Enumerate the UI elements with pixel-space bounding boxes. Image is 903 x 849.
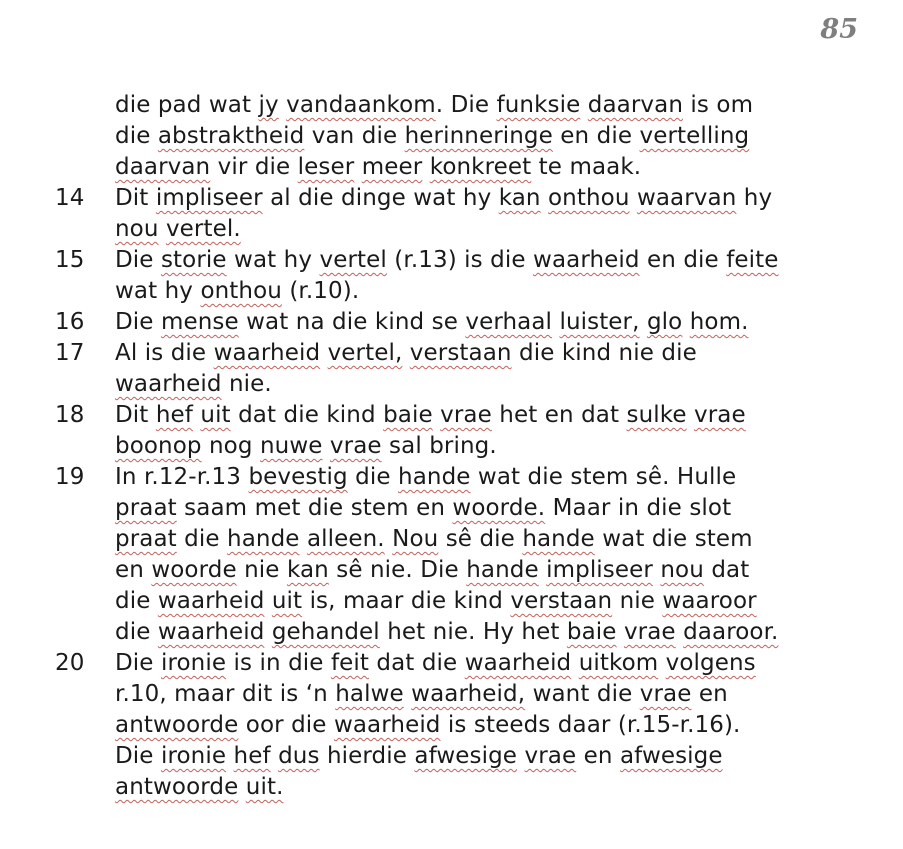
misspelled-word: vrae bbox=[440, 402, 492, 428]
text-segment: Dit bbox=[115, 402, 156, 428]
text-segment bbox=[687, 402, 694, 428]
text-segment: (r.13) is die bbox=[386, 247, 534, 273]
text-segment: sê die bbox=[438, 526, 523, 552]
page-number: 85 bbox=[820, 14, 858, 45]
text-segment: Die bbox=[115, 743, 161, 769]
misspelled-word: baie bbox=[383, 402, 433, 428]
misspelled-word: halwe bbox=[335, 681, 404, 707]
text-segment: r.10, maar dit is ‘n bbox=[115, 681, 336, 707]
misspelled-word: hom. bbox=[689, 309, 749, 335]
text-line bbox=[115, 710, 865, 741]
text-segment bbox=[682, 309, 689, 335]
misspelled-word: woorde. bbox=[452, 495, 546, 521]
misspelled-word: nou bbox=[115, 216, 159, 242]
text-line bbox=[115, 741, 865, 772]
misspelled-word: afwesige bbox=[619, 743, 723, 769]
answer-list bbox=[55, 90, 865, 803]
text-line bbox=[115, 369, 865, 400]
text-line bbox=[115, 183, 865, 214]
text-segment: sê nie. Die bbox=[328, 557, 467, 583]
text-segment: nie bbox=[236, 557, 287, 583]
misspelled-word: daaroor. bbox=[683, 619, 779, 645]
misspelled-word: waarheid bbox=[157, 588, 265, 614]
text-segment: nog bbox=[201, 433, 260, 459]
item-text bbox=[115, 90, 865, 183]
text-segment bbox=[279, 92, 286, 118]
item-text bbox=[115, 462, 865, 648]
text-segment: Dit bbox=[115, 185, 156, 211]
misspelled-word: vrae bbox=[623, 619, 676, 645]
text-segment: en die bbox=[552, 123, 640, 149]
misspelled-word: luister, bbox=[559, 309, 640, 335]
misspelled-word: nou bbox=[660, 557, 704, 583]
text-line bbox=[115, 214, 865, 245]
misspelled-word: vertel bbox=[319, 247, 387, 273]
misspelled-word: verstaan bbox=[409, 340, 512, 366]
intro-paragraph bbox=[55, 90, 865, 183]
list-item-17 bbox=[55, 338, 865, 400]
misspelled-word: volgens bbox=[665, 650, 756, 676]
misspelled-word: bevestig bbox=[248, 464, 348, 490]
text-segment: is in die bbox=[226, 650, 331, 676]
text-segment: dat die bbox=[369, 650, 465, 676]
text-segment bbox=[264, 619, 271, 645]
misspelled-word: waarheid bbox=[533, 247, 640, 273]
misspelled-word: baie bbox=[566, 619, 617, 645]
text-line bbox=[115, 679, 865, 710]
text-segment bbox=[238, 774, 245, 800]
text-line bbox=[115, 648, 865, 679]
text-line bbox=[115, 90, 865, 121]
text-segment: nie. bbox=[221, 371, 272, 397]
misspelled-word: waarheid bbox=[333, 712, 441, 738]
misspelled-word: hef bbox=[233, 743, 271, 769]
misspelled-word: storie bbox=[160, 247, 227, 273]
text-segment: hierdie bbox=[319, 743, 415, 769]
text-segment bbox=[640, 309, 647, 335]
text-segment bbox=[320, 340, 327, 366]
text-line bbox=[115, 245, 865, 276]
text-segment bbox=[264, 588, 271, 614]
text-segment bbox=[300, 526, 307, 552]
text-segment: wat hy bbox=[115, 278, 201, 304]
text-line bbox=[115, 524, 865, 555]
text-segment bbox=[271, 743, 278, 769]
text-line bbox=[115, 493, 865, 524]
text-segment: wat die stem sê. Hulle bbox=[470, 464, 737, 490]
text-segment: die bbox=[347, 464, 399, 490]
text-segment: Al is die bbox=[115, 340, 214, 366]
text-segment: . Die bbox=[435, 92, 497, 118]
misspelled-word: vertelling bbox=[639, 123, 750, 149]
misspelled-word: glo bbox=[646, 309, 683, 335]
list-item-16 bbox=[55, 307, 865, 338]
misspelled-word: kan bbox=[286, 557, 329, 583]
text-segment bbox=[617, 619, 624, 645]
text-line bbox=[115, 338, 865, 369]
misspelled-word: gehandel bbox=[271, 619, 380, 645]
text-line bbox=[115, 617, 865, 648]
misspelled-word: waarheid bbox=[115, 371, 222, 397]
misspelled-word: hande bbox=[398, 464, 471, 490]
text-segment: nie bbox=[612, 588, 663, 614]
text-line bbox=[115, 431, 865, 462]
text-segment: en die bbox=[639, 247, 727, 273]
misspelled-word: kan bbox=[498, 185, 541, 211]
list-item-20 bbox=[55, 648, 865, 803]
text-segment: sal bring. bbox=[381, 433, 497, 459]
misspelled-word: vrae bbox=[524, 743, 577, 769]
text-segment bbox=[676, 619, 683, 645]
misspelled-word: hande bbox=[522, 526, 595, 552]
misspelled-word: waarheid bbox=[464, 650, 572, 676]
text-line bbox=[115, 555, 865, 586]
item-text bbox=[115, 245, 865, 307]
misspelled-word: woorde bbox=[151, 557, 237, 583]
text-segment: het en dat bbox=[491, 402, 627, 428]
misspelled-word: leser bbox=[297, 154, 355, 180]
misspelled-word: ironie bbox=[160, 650, 227, 676]
text-line bbox=[115, 586, 865, 617]
misspelled-word: vandaankom bbox=[286, 92, 436, 118]
misspelled-word: uit bbox=[271, 588, 303, 614]
text-segment: Maar in die slot bbox=[545, 495, 732, 521]
text-segment: oor die bbox=[238, 712, 334, 738]
text-segment: vir die bbox=[210, 154, 298, 180]
misspelled-word: vrae bbox=[694, 402, 746, 428]
text-segment: het nie. Hy het bbox=[379, 619, 567, 645]
text-segment: Die bbox=[115, 309, 161, 335]
text-line bbox=[115, 400, 865, 431]
text-segment: en bbox=[576, 743, 620, 769]
misspelled-word: impliseer bbox=[546, 557, 653, 583]
text-segment: (r.10). bbox=[281, 278, 360, 304]
text-segment bbox=[226, 743, 233, 769]
text-segment: te maak. bbox=[531, 154, 642, 180]
text-segment: die bbox=[115, 123, 158, 149]
misspelled-word: funksie bbox=[496, 92, 581, 118]
item-text bbox=[115, 307, 865, 338]
text-segment: die bbox=[115, 588, 158, 614]
misspelled-word: uitkom bbox=[578, 650, 659, 676]
text-segment: en bbox=[115, 557, 152, 583]
misspelled-word: hande bbox=[466, 557, 539, 583]
misspelled-word: dus bbox=[278, 743, 320, 769]
item-number: 17 bbox=[55, 340, 85, 366]
misspelled-word: onthou bbox=[548, 185, 630, 211]
text-segment: en bbox=[691, 681, 728, 707]
text-segment: saam met die stem en bbox=[176, 495, 453, 521]
misspelled-word: waarheid bbox=[213, 340, 321, 366]
item-number: 16 bbox=[55, 309, 85, 335]
text-line bbox=[115, 307, 865, 338]
text-line bbox=[115, 276, 865, 307]
list-item-18 bbox=[55, 400, 865, 462]
misspelled-word: boonop bbox=[115, 433, 202, 459]
misspelled-word: antwoorde bbox=[115, 774, 239, 800]
misspelled-word: afwesige bbox=[414, 743, 518, 769]
list-item-15 bbox=[55, 245, 865, 307]
misspelled-word: vertel, bbox=[327, 340, 403, 366]
text-segment bbox=[323, 433, 330, 459]
text-segment: die bbox=[176, 526, 228, 552]
misspelled-word: vrae bbox=[329, 433, 382, 459]
text-segment bbox=[539, 557, 546, 583]
text-segment: want die bbox=[525, 681, 640, 707]
list-item-19 bbox=[55, 462, 865, 648]
misspelled-word: sulke bbox=[626, 402, 687, 428]
text-line bbox=[115, 772, 865, 803]
misspelled-word: verhaal bbox=[465, 309, 553, 335]
text-segment: hy bbox=[736, 185, 773, 211]
misspelled-word: herinneringe bbox=[404, 123, 553, 149]
text-segment: is om bbox=[683, 92, 754, 118]
text-segment bbox=[580, 92, 587, 118]
item-text bbox=[115, 400, 865, 462]
text-line bbox=[115, 152, 865, 183]
text-segment bbox=[159, 216, 166, 242]
misspelled-word: daarvan bbox=[587, 92, 683, 118]
item-number: 20 bbox=[55, 650, 85, 676]
misspelled-word: onthou bbox=[200, 278, 282, 304]
item-number: 15 bbox=[55, 247, 85, 273]
misspelled-word: konkreet bbox=[429, 154, 532, 180]
misspelled-word: Nou bbox=[392, 526, 439, 552]
misspelled-word: waarheid, bbox=[411, 681, 526, 707]
text-segment: die pad wat bbox=[115, 92, 259, 118]
misspelled-word: meer bbox=[361, 154, 423, 180]
text-segment: dat die kind bbox=[230, 402, 384, 428]
text-segment bbox=[630, 185, 637, 211]
text-segment: van die bbox=[304, 123, 405, 149]
text-segment: Die bbox=[115, 650, 161, 676]
item-number: 18 bbox=[55, 402, 85, 428]
text-segment bbox=[658, 650, 665, 676]
misspelled-word: alleen. bbox=[306, 526, 385, 552]
misspelled-word: praat bbox=[115, 495, 177, 521]
misspelled-word: praat bbox=[115, 526, 177, 552]
text-segment: wat hy bbox=[226, 247, 320, 273]
list-item-14 bbox=[55, 183, 865, 245]
misspelled-word: waarheid bbox=[157, 619, 265, 645]
text-segment: is steeds daar (r.15-r.16). bbox=[440, 712, 741, 738]
misspelled-word: vrae bbox=[639, 681, 692, 707]
text-line bbox=[115, 121, 865, 152]
misspelled-word: vertel. bbox=[165, 216, 241, 242]
text-segment bbox=[402, 340, 409, 366]
text-segment bbox=[571, 650, 578, 676]
text-segment: wat na die kind se bbox=[238, 309, 466, 335]
misspelled-word: abstraktheid bbox=[157, 123, 305, 149]
misspelled-word: waarvan bbox=[636, 185, 737, 211]
text-segment bbox=[422, 154, 429, 180]
item-number: 14 bbox=[55, 185, 85, 211]
text-segment: al die dinge wat hy bbox=[262, 185, 499, 211]
misspelled-word: daarvan bbox=[115, 154, 211, 180]
misspelled-word: antwoorde bbox=[115, 712, 239, 738]
text-line bbox=[115, 462, 865, 493]
misspelled-word: verstaan bbox=[510, 588, 613, 614]
text-segment: die kind nie die bbox=[511, 340, 697, 366]
text-segment: die bbox=[115, 619, 158, 645]
misspelled-word: hande bbox=[227, 526, 300, 552]
text-segment: wat die stem bbox=[594, 526, 753, 552]
misspelled-word: feite bbox=[726, 247, 779, 273]
misspelled-word: ironie bbox=[160, 743, 227, 769]
misspelled-word: impliseer bbox=[155, 185, 263, 211]
item-text bbox=[115, 183, 865, 245]
misspelled-word: uit bbox=[200, 402, 231, 428]
text-segment: dat bbox=[703, 557, 750, 583]
misspelled-word: mense bbox=[160, 309, 239, 335]
misspelled-word: waaroor bbox=[662, 588, 757, 614]
misspelled-word: nuwe bbox=[259, 433, 323, 459]
item-text bbox=[115, 338, 865, 400]
item-text bbox=[115, 648, 865, 803]
misspelled-word: hef bbox=[155, 402, 193, 428]
text-segment: In r.12-r.13 bbox=[115, 464, 249, 490]
text-segment bbox=[354, 154, 361, 180]
item-number: 19 bbox=[55, 464, 85, 490]
misspelled-word: jy bbox=[258, 92, 279, 118]
misspelled-word: uit. bbox=[245, 774, 284, 800]
text-segment bbox=[541, 185, 548, 211]
text-segment: Die bbox=[115, 247, 161, 273]
misspelled-word: feit bbox=[330, 650, 369, 676]
text-segment: is, maar die kind bbox=[302, 588, 511, 614]
